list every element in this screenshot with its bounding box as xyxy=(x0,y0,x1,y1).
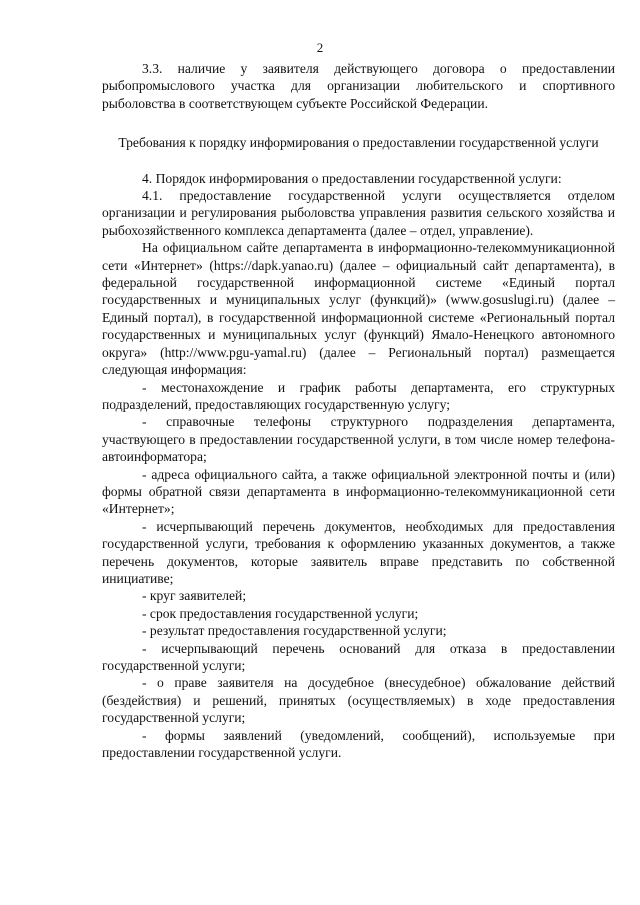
document-body xyxy=(102,60,615,761)
list-item: - результат предоставления государственной услуги; xyxy=(142,623,447,639)
list-item: - о праве заявителя на досудебное (внесудебное) обжалование действий (бездействия) и решений, принятых (осуществляемых) в ходе предоставления государственной услуги; xyxy=(102,675,615,726)
clause-4-1: 4.1. предоставление государственной услуги осуществляется отделом организации и регулирования рыболовства управления развития сельского хозяйства и рыбохозяйственного комплекса департамента (далее – отдел, управление). xyxy=(102,188,615,238)
list-item: - местонахождение и график работы департамента, его структурных подразделений, предоставляющих государственную услугу; xyxy=(102,379,615,412)
section-heading: Требования к порядку информирования о предоставлении государственной услуги xyxy=(118,135,599,151)
clause-4: 4. Порядок информирования о предоставлении государственной услуги: xyxy=(142,170,562,186)
list-item: - адреса официального сайта, а также официальной электронной почты и (или) формы обратной связи департамента в информационно-телекоммуникационной сети «Интернет»; xyxy=(102,466,615,517)
list-item: - срок предоставления государственной услуги; xyxy=(142,605,419,621)
list-item: - исчерпывающий перечень оснований для отказа в предоставлении государственной услуги; xyxy=(102,640,615,673)
list-item: - справочные телефоны структурного подразделения департамента, участвующего в предоставлении государственной услуги, в том числе номер телефона-автоинформатора; xyxy=(102,414,615,465)
list-item: - формы заявлений (уведомлений, сообщений), используемые при предоставлении государственной услуги. xyxy=(102,727,615,761)
list-item: - круг заявителей; xyxy=(142,588,247,604)
page-number: 2 xyxy=(316,40,324,55)
info-paragraph: На официальном сайте департамента в информационно-телекоммуникационной сети «Интернет» (https://dapk.yanao.ru) (далее – официальный сайт департамента), в федеральной государственной информационной системе «Единый портал государственных и муниципальных услуг (функций)» (www.gosuslugi.ru) (далее – Единый портал), в государственной информационной системе «Региональный портал государственных и муниципальных услуг (функций) Ямало-Ненецкого автономного округа» (http://www.pgu-yamal.ru) (далее – Региональный портал) размещается следующая информация: xyxy=(102,240,615,378)
list-item: - исчерпывающий перечень документов, необходимых для предоставления государственной услуги, требования к оформлению указанных документов, а также перечень документов, которые заявитель вправе представить по собственной инициативе; xyxy=(102,518,615,586)
clause-3-3: 3.3. наличие у заявителя действующего договора о предоставлении рыбопромыслового участка для организации любительского и спортивного рыболовства в соответствующем субъекте Российской Федерации. xyxy=(102,61,615,111)
